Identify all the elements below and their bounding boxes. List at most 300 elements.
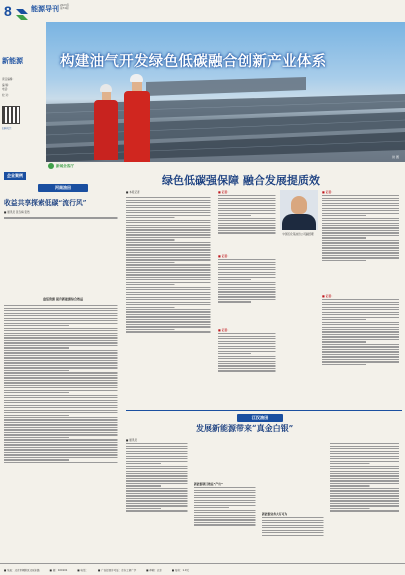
article-body: [4, 216, 122, 294]
text-line: [218, 200, 278, 201]
text-line: [126, 244, 214, 245]
text-line: [194, 515, 258, 516]
text-line: [4, 352, 122, 353]
footer-phone: ■ 电话：: [77, 568, 89, 572]
hero-photo: [46, 22, 405, 162]
page-number: 8: [4, 3, 12, 19]
text-line: [330, 461, 402, 462]
text-line: [126, 329, 214, 330]
text-line: [126, 200, 214, 201]
text-line: [126, 259, 214, 260]
text-line: [4, 439, 122, 440]
text-line: [4, 318, 122, 319]
body-line: [4, 217, 122, 218]
text-line: [4, 320, 122, 321]
text-line: [4, 432, 122, 433]
text-line: [4, 429, 122, 430]
qr-code-icon: [2, 106, 20, 124]
text-line: [330, 495, 402, 496]
text-line: [4, 365, 122, 366]
interviewee-portrait: [280, 190, 318, 230]
text-line: [322, 331, 402, 332]
bottom-col-2: [194, 442, 258, 550]
text-line: [330, 463, 402, 464]
bottom-body: [330, 442, 402, 546]
masthead-logo-icon: [16, 5, 28, 16]
worker-uniform: [94, 100, 118, 160]
text-line: [126, 210, 214, 211]
text-line: [322, 235, 402, 236]
text-line: [4, 372, 122, 373]
text-line: [126, 252, 214, 253]
text-line: [126, 274, 214, 275]
bottom-subhead: 新能源业务大有可为: [262, 512, 288, 516]
text-line: [4, 335, 122, 336]
text-line: [126, 461, 190, 462]
footer-price: ■ 每份：1.0元: [171, 568, 190, 572]
text-line: [4, 415, 122, 416]
text-line: [126, 495, 190, 496]
worker-helmet-icon: [100, 84, 112, 92]
text-line: [322, 339, 402, 340]
text-line: [126, 453, 190, 454]
text-line: [218, 269, 278, 270]
text-line: [322, 225, 402, 226]
text-line: [126, 247, 214, 248]
text-line: [322, 220, 402, 221]
text-line: [322, 314, 402, 315]
text-line: [218, 368, 278, 369]
bottom-col-1: [126, 442, 190, 550]
text-line: [126, 237, 214, 238]
text-line: [126, 448, 190, 449]
text-line: [126, 232, 214, 233]
interview-body: [126, 196, 214, 402]
text-line: [218, 220, 278, 221]
worker-uniform: [124, 91, 150, 162]
text-line: [322, 260, 402, 261]
text-line: [4, 400, 122, 401]
text-line: [4, 397, 122, 398]
text-line: [262, 532, 326, 533]
masthead-date: [60, 4, 69, 10]
text-line: [330, 500, 402, 501]
text-line: [126, 508, 190, 509]
text-line: [126, 279, 214, 280]
text-line: [218, 301, 278, 302]
footer-address: ■ 地址：北京市朝阳区北辰东路: [4, 568, 40, 572]
text-line: [322, 302, 402, 303]
worker-right: [124, 74, 150, 162]
text-line: [322, 230, 402, 231]
text-line: [330, 510, 402, 511]
text-line: [126, 234, 214, 235]
text-line: [126, 239, 214, 240]
text-line: [330, 466, 402, 467]
news-lounge-icon: [48, 163, 54, 169]
text-line: [218, 333, 278, 334]
text-line: [4, 395, 122, 396]
text-line: [262, 535, 326, 536]
question-marker: ■ 记者：: [218, 328, 231, 332]
text-line: [322, 247, 402, 248]
text-line: [126, 473, 190, 474]
right-body: [322, 194, 402, 294]
text-line: [218, 365, 278, 366]
bottom-body: [194, 486, 258, 546]
text-line: [126, 451, 190, 452]
text-line: [218, 356, 278, 357]
editor-line: 责任编辑：: [2, 78, 15, 81]
bottom-section-label: 江汉油田: [237, 414, 283, 422]
section-badge: 新能源: [2, 56, 23, 65]
text-line: [218, 215, 278, 216]
text-line: [218, 264, 278, 265]
text-line: [322, 307, 402, 308]
text-line: [4, 313, 122, 314]
text-line: [126, 458, 190, 459]
text-line: [4, 350, 122, 351]
text-line: [4, 355, 122, 356]
text-line: [322, 223, 402, 224]
text-line: [194, 510, 258, 511]
text-line: [4, 367, 122, 368]
text-line: [322, 349, 402, 350]
text-line: [330, 451, 402, 452]
text-line: [322, 208, 402, 209]
masthead-title: 能源导刊: [31, 5, 59, 13]
text-line: [322, 213, 402, 214]
text-line: [4, 459, 122, 460]
text-line: [330, 483, 402, 484]
text-line: [322, 255, 402, 256]
text-line: [322, 312, 402, 313]
text-line: [126, 284, 214, 285]
text-line: [218, 227, 278, 228]
text-line: [322, 364, 402, 365]
text-line: [4, 360, 122, 361]
section-label: 河南油田: [38, 184, 88, 192]
text-line: [218, 351, 278, 352]
text-line: [218, 287, 278, 288]
text-line: [4, 442, 122, 443]
worker-face: [102, 92, 111, 100]
question-body: [218, 194, 278, 254]
text-line: [330, 485, 402, 486]
text-line: [4, 382, 122, 383]
text-line: [322, 252, 402, 253]
text-line: [4, 424, 122, 425]
text-line: [330, 446, 402, 447]
bottom-byline: ■ 通讯员: [126, 439, 138, 442]
text-line: [126, 321, 214, 322]
masthead: [0, 0, 405, 22]
text-line: [4, 362, 122, 363]
text-line: [126, 500, 190, 501]
text-line: [330, 443, 402, 444]
hero-headline: 构建油气开发绿色低碳融合创新产业体系: [60, 54, 327, 70]
text-line: [4, 328, 122, 329]
text-line: [322, 354, 402, 355]
portrait-suit: [282, 214, 316, 230]
text-line: [126, 227, 214, 228]
bottom-col-4: [330, 442, 402, 550]
text-line: [4, 330, 122, 331]
text-line: [4, 457, 122, 458]
text-line: [126, 249, 214, 250]
text-line: [126, 304, 214, 305]
text-line: [4, 387, 122, 388]
text-line: [218, 279, 278, 280]
text-line: [322, 329, 402, 330]
text-line: [218, 210, 278, 211]
text-line: [126, 480, 190, 481]
text-line: [322, 361, 402, 362]
footer: [0, 563, 405, 575]
text-line: [126, 443, 190, 444]
text-line: [218, 299, 278, 300]
text-line: [4, 310, 122, 311]
case-tag: [4, 172, 122, 180]
text-line: [4, 385, 122, 386]
text-line: [322, 250, 402, 251]
sub-headline: 绿色低碳强保障 融合发展提质效: [162, 174, 320, 187]
text-line: [126, 287, 214, 288]
text-line: [126, 302, 214, 303]
text-line: [218, 262, 278, 263]
text-line: [262, 517, 326, 518]
question-body: [218, 332, 278, 392]
text-line: [194, 502, 258, 503]
text-line: [218, 353, 278, 354]
bottom-body: [262, 516, 326, 546]
text-line: [330, 503, 402, 504]
text-line: [126, 205, 214, 206]
text-line: [194, 490, 258, 491]
text-line: [330, 490, 402, 491]
text-line: [126, 319, 214, 320]
text-line: [126, 215, 214, 216]
text-line: [126, 309, 214, 310]
masthead-date-line2: 第74期: [60, 7, 69, 11]
text-line: [126, 463, 190, 464]
text-line: [330, 505, 402, 506]
text-line: [322, 327, 402, 328]
text-line: [126, 505, 190, 506]
news-lounge-label: 新闻会客厅: [56, 163, 74, 168]
text-line: [218, 296, 278, 297]
text-line: [126, 282, 214, 283]
text-line: [330, 480, 402, 481]
text-line: [126, 316, 214, 317]
text-line: [4, 422, 122, 423]
interview-column: [126, 190, 214, 405]
text-line: [330, 475, 402, 476]
footer-postcode: ■ 邮：100101: [49, 568, 68, 572]
text-line: [126, 229, 214, 230]
text-line: [126, 242, 214, 243]
text-line: [4, 345, 122, 346]
text-line: [218, 289, 278, 290]
text-line: [218, 272, 278, 273]
question-marker: ■ 记者：: [322, 294, 335, 298]
right-column: [322, 190, 402, 405]
editor-line: 校 对：: [2, 94, 11, 98]
text-line: [322, 257, 402, 258]
text-line: [126, 267, 214, 268]
text-line: [4, 357, 122, 358]
editor-line: 编 辑：: [2, 84, 11, 88]
bottom-subhead: 新能源项目效益“产出”: [194, 482, 223, 486]
text-line: [218, 363, 278, 364]
article-body-2: [4, 304, 122, 544]
text-line: [322, 299, 402, 300]
text-line: [330, 473, 402, 474]
text-line: [4, 342, 122, 343]
text-line: [126, 510, 190, 511]
text-line: [322, 346, 402, 347]
hero-photo-credit: 供 图: [392, 155, 399, 159]
text-line: [4, 305, 122, 306]
text-line: [4, 375, 122, 376]
text-line: [322, 341, 402, 342]
text-line: [218, 358, 278, 359]
text-line: [4, 444, 122, 445]
text-line: [218, 232, 278, 233]
text-line: [4, 447, 122, 448]
text-line: [4, 392, 122, 393]
text-line: [330, 471, 402, 472]
text-line: [126, 217, 214, 218]
text-line: [126, 498, 190, 499]
text-line: [194, 487, 258, 488]
text-line: [126, 264, 214, 265]
text-line: [126, 277, 214, 278]
text-line: [330, 458, 402, 459]
text-line: [126, 225, 214, 226]
section-badge-column: [2, 28, 46, 160]
text-line: [218, 277, 278, 278]
bottom-col-3: [262, 442, 326, 550]
text-line: [322, 232, 402, 233]
portrait-caption: 中国石化某油田公司副经理: [282, 233, 314, 236]
text-line: [4, 337, 122, 338]
text-line: [126, 456, 190, 457]
text-line: [126, 297, 214, 298]
text-line: [330, 493, 402, 494]
text-line: [262, 527, 326, 528]
text-line: [218, 203, 278, 204]
worker-left: [94, 84, 118, 162]
text-line: [322, 334, 402, 335]
text-line: [262, 525, 326, 526]
text-line: [126, 503, 190, 504]
text-line: [330, 478, 402, 479]
text-line: [322, 227, 402, 228]
text-line: [194, 495, 258, 496]
text-line: [194, 522, 258, 523]
text-line: [330, 488, 402, 489]
text-line: [322, 344, 402, 345]
text-line: [330, 508, 402, 509]
text-line: [218, 274, 278, 275]
text-line: [126, 272, 214, 273]
text-line: [218, 198, 278, 199]
text-line: [218, 218, 278, 219]
bottom-divider: [126, 410, 402, 411]
text-line: [4, 380, 122, 381]
text-line: [126, 490, 190, 491]
question-body: [218, 258, 278, 328]
text-line: [218, 348, 278, 349]
text-line: [4, 347, 122, 348]
left-column: [4, 172, 122, 552]
text-line: [322, 210, 402, 211]
text-line: [126, 292, 214, 293]
text-line: [218, 341, 278, 342]
text-line: [126, 202, 214, 203]
footer-ad-license: ■ 广告经营许可证：京东工商广字: [98, 568, 137, 572]
text-line: [126, 324, 214, 325]
text-line: [126, 207, 214, 208]
text-line: [4, 437, 122, 438]
text-line: [218, 370, 278, 371]
text-line: [194, 505, 258, 506]
text-line: [322, 351, 402, 352]
question-marker: ■ 记者：: [218, 190, 231, 194]
text-line: [218, 230, 278, 231]
text-line: [194, 492, 258, 493]
text-line: [4, 462, 122, 463]
text-line: [322, 356, 402, 357]
text-line: [322, 322, 402, 323]
question-block: [218, 190, 278, 405]
text-line: [194, 507, 258, 508]
text-line: [194, 524, 258, 525]
text-line: [322, 198, 402, 199]
text-line: [4, 377, 122, 378]
news-lounge-logo: [48, 162, 74, 170]
right-body-2: [322, 298, 402, 398]
editor-info: [2, 78, 46, 98]
footer-printer: ■ 印刷：北京: [146, 568, 162, 572]
text-line: [218, 346, 278, 347]
text-line: [322, 359, 402, 360]
text-line: [126, 488, 190, 489]
masthead-date-line1: 2023年: [60, 4, 70, 7]
text-line: [126, 269, 214, 270]
text-line: [126, 468, 190, 469]
text-line: [262, 530, 326, 531]
text-line: [4, 452, 122, 453]
text-line: [126, 299, 214, 300]
text-line: [126, 212, 214, 213]
text-line: [126, 475, 190, 476]
text-line: [218, 294, 278, 295]
text-line: [4, 340, 122, 341]
text-line: [322, 309, 402, 310]
text-line: [4, 410, 122, 411]
text-line: [4, 419, 122, 420]
text-line: [126, 493, 190, 494]
text-line: [194, 517, 258, 518]
text-line: [322, 205, 402, 206]
text-line: [126, 331, 214, 332]
text-line: [4, 449, 122, 450]
text-line: [4, 333, 122, 334]
text-line: [322, 324, 402, 325]
text-line: [322, 218, 402, 219]
